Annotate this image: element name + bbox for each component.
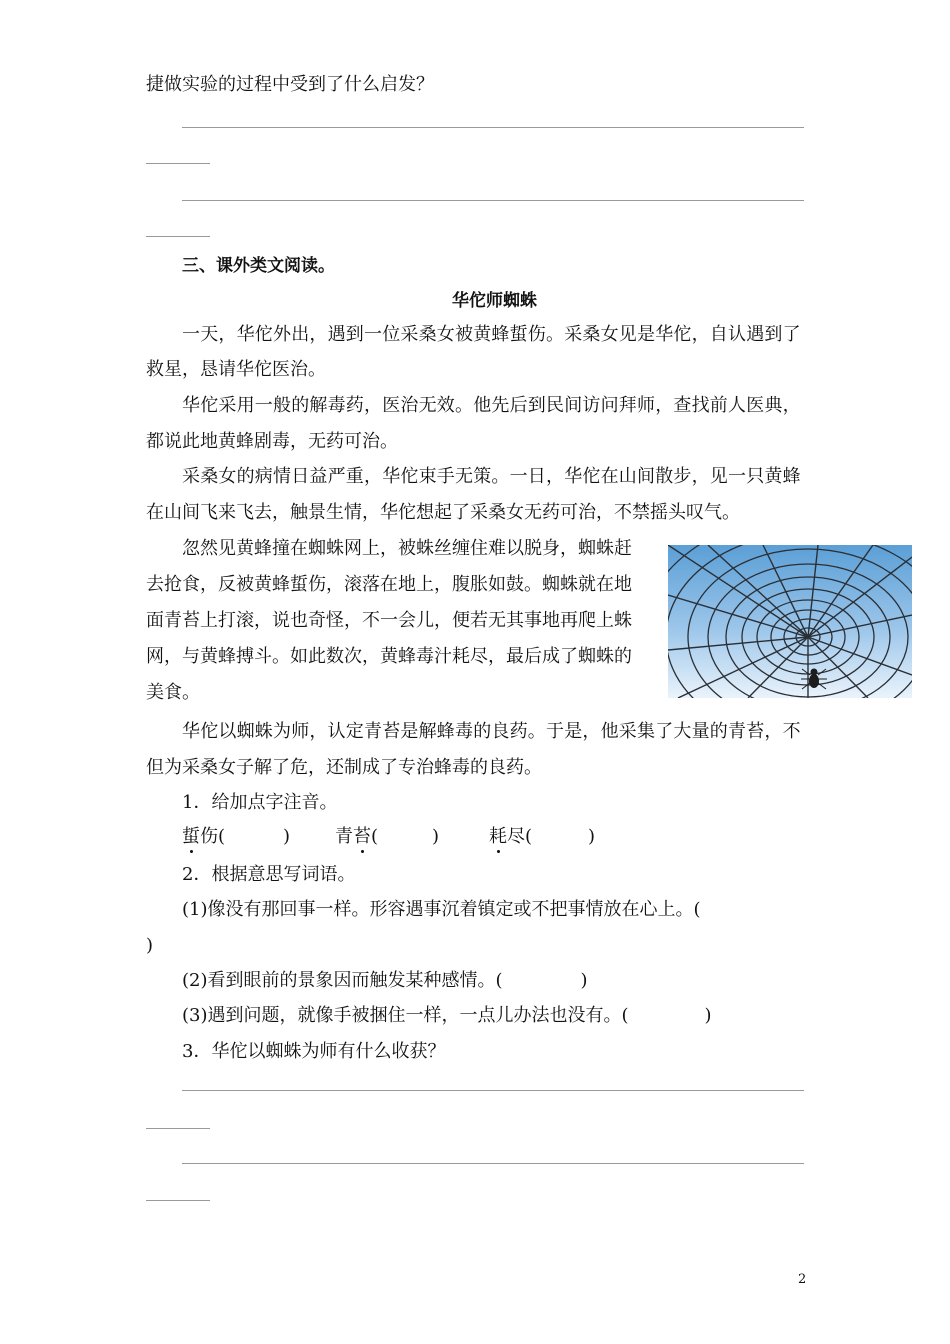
pinyin-item-3: 耗尽( ) [489, 826, 596, 847]
paragraph-line: 网，与黄蜂搏斗。如此数次，黄蜂毒汁耗尽，最后成了蜘蛛的 [146, 646, 632, 667]
question-2-sub3: (3)遇到问题，就像手被捆住一样，一点儿办法也没有。( ) [182, 1005, 712, 1026]
answer-line[interactable] [182, 200, 804, 201]
spider-web-svg [668, 545, 912, 698]
answer-line-tail[interactable] [146, 1200, 210, 1201]
paragraph-line: 采桑女的病情日益严重，华佗束手无策。一日，华佗在山间散步，见一只黄蜂 [182, 466, 801, 487]
section-heading: 三、课外类文阅读。 [182, 256, 335, 276]
paragraph-line: 华佗采用一般的解毒药，医治无效。他先后到民间访问拜师，查找前人医典， [182, 395, 801, 416]
sky-background [668, 545, 912, 698]
paragraph-line: 救星，恳请华佗医治。 [146, 359, 326, 380]
pinyin-item-1: 蜇伤( ) [182, 826, 291, 847]
answer-line-tail[interactable] [146, 236, 210, 237]
question-3-label: 3．华佗以蜘蛛为师有什么收获？ [182, 1041, 446, 1062]
dotted-char: 苔 [353, 826, 371, 847]
question-2-sub1-close: ) [146, 935, 154, 956]
page-number: 2 [798, 1272, 807, 1287]
prev-question-tail: 捷做实验的过程中受到了什么启发？ [146, 74, 434, 95]
answer-line[interactable] [182, 127, 804, 128]
dotted-char: 耗 [489, 826, 507, 847]
paragraph-line: 在山间飞来飞去，触景生情，华佗想起了采桑女无药可治，不禁摇头叹气。 [146, 502, 740, 523]
question-2-label: 2．根据意思写词语。 [182, 864, 356, 885]
dotted-char: 蜇 [182, 826, 200, 847]
paragraph-line: 但为采桑女子解了危，还制成了专治蜂毒的良药。 [146, 757, 542, 778]
spider-web-illustration [668, 545, 912, 698]
answer-line-tail[interactable] [146, 1128, 210, 1129]
question-2-sub2: (2)看到眼前的景象因而触发某种感情。( ) [182, 970, 588, 991]
paragraph-line: 忽然见黄蜂撞在蜘蛛网上，被蛛丝缠住难以脱身，蜘蛛赶 [182, 538, 632, 559]
answer-line[interactable] [182, 1090, 804, 1091]
answer-line-tail[interactable] [146, 163, 210, 164]
paragraph-line: 去抢食，反被黄蜂蜇伤，滚落在地上，腹胀如鼓。蜘蛛就在地 [146, 574, 632, 595]
answer-line[interactable] [182, 1163, 804, 1164]
paragraph-line: 华佗以蜘蛛为师，认定青苔是解蜂毒的良药。于是，他采集了大量的青苔，不 [182, 721, 801, 742]
paragraph-line: 都说此地黄蜂剧毒，无药可治。 [146, 431, 398, 452]
question-2-sub1: (1)像没有那回事一样。形容遇事沉着镇定或不把事情放在心上。( [182, 899, 701, 920]
paragraph-line: 面青苔上打滚，说也奇怪，不一会儿，便若无其事地再爬上蛛 [146, 610, 632, 631]
passage-title: 华佗师蜘蛛 [452, 291, 537, 311]
pinyin-item-2: 青苔( ) [335, 826, 440, 847]
question-1-label: 1．给加点字注音。 [182, 792, 338, 813]
paragraph-line: 美食。 [146, 682, 200, 703]
paragraph-line: 一天，华佗外出，遇到一位采桑女被黄蜂蜇伤。采桑女见是华佗，自认遇到了 [182, 324, 801, 345]
